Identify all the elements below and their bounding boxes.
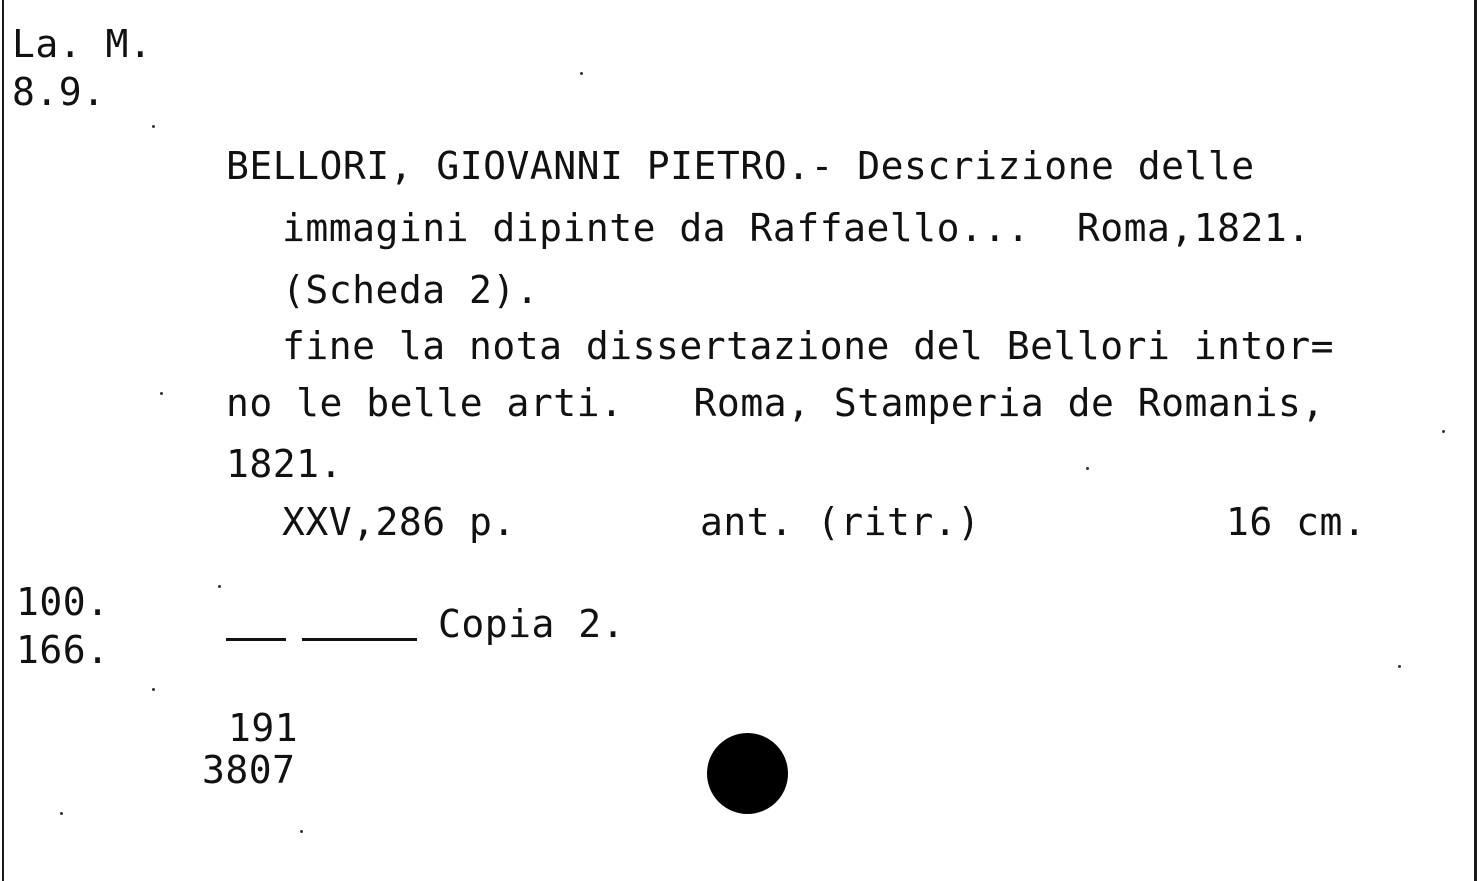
dust-speck	[1086, 467, 1089, 470]
collation-size: 16 cm.	[1226, 500, 1367, 544]
copy-number-line-1: 100.	[16, 580, 110, 624]
punch-hole	[707, 733, 788, 814]
shelfmark-line-1: La. M.	[12, 22, 153, 66]
copy-label: Copia 2.	[438, 602, 626, 646]
dust-speck	[60, 812, 63, 815]
dust-speck	[1398, 665, 1401, 668]
dust-speck	[1442, 430, 1445, 433]
card-left-edge	[2, 0, 4, 881]
note-line-3: 1821.	[226, 442, 343, 486]
dust-speck	[300, 830, 303, 833]
card-right-edge	[1474, 0, 1477, 881]
dust-speck	[218, 585, 221, 588]
title-continuation: immagini dipinte da Raffaello... Roma,1821.	[282, 206, 1311, 250]
accession-line-2: 3807	[202, 748, 296, 792]
dust-speck	[580, 72, 583, 75]
collation-plates: ant. (ritr.)	[700, 500, 981, 544]
dust-speck	[152, 688, 155, 691]
dust-speck	[152, 125, 155, 128]
note-line-2: no le belle arti. Roma, Stamperia de Romanis,	[226, 381, 1325, 425]
collation-pages: XXV,286 p.	[282, 500, 516, 544]
ditto-dash-long	[302, 638, 417, 641]
ditto-dash-short	[226, 638, 286, 641]
heading-author-title: BELLORI, GIOVANNI PIETRO.- Descrizione delle	[226, 144, 1255, 188]
copy-number-line-2: 166.	[16, 628, 110, 672]
scheda-note: (Scheda 2).	[282, 268, 540, 312]
note-line-1: fine la nota dissertazione del Bellori intor=	[282, 324, 1335, 368]
dust-speck	[160, 392, 163, 395]
accession-line-1: 191	[228, 706, 299, 750]
shelfmark-line-2: 8.9.	[12, 70, 106, 114]
